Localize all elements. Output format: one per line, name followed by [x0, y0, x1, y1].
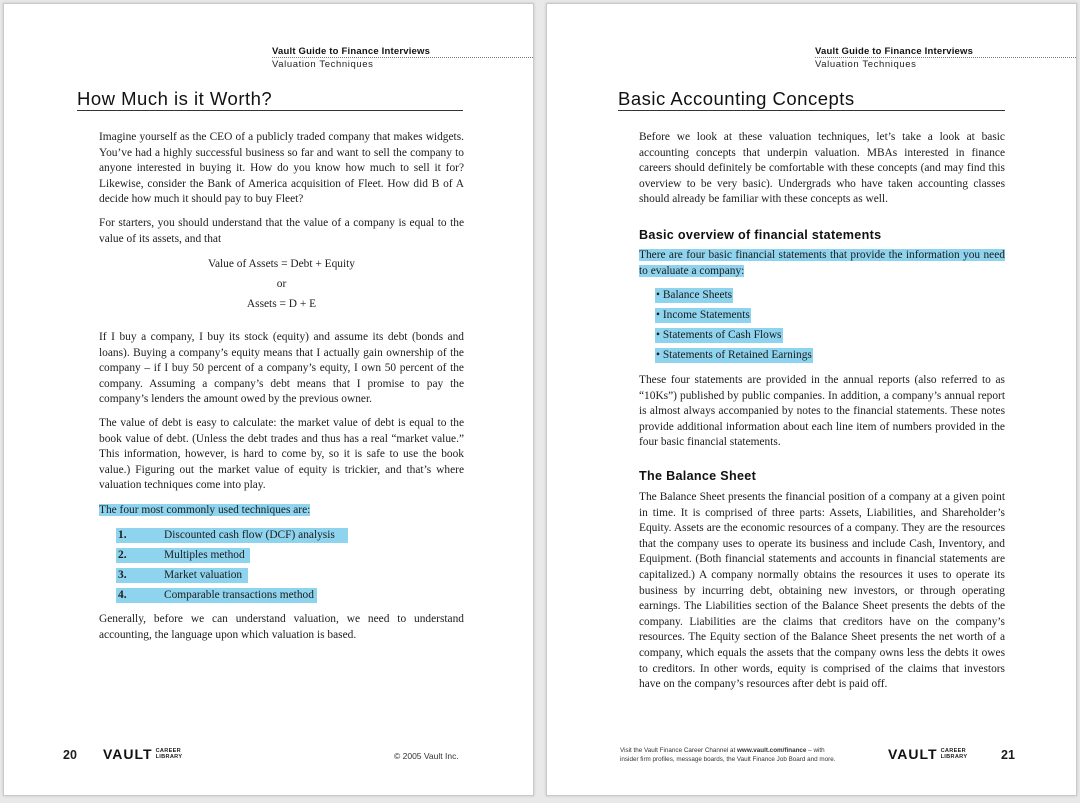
right-page: [546, 3, 1077, 796]
statements-intro-text: There are four basic financial statements that provide the information you need to evaluate a company:: [639, 249, 1005, 277]
logo-library: LIBRARY: [155, 754, 183, 760]
equation-short: Assets = D + E: [246, 298, 317, 310]
paragraph-value-of-assets: For starters, you should understand that the value of a company is equal to the value of its assets, and that: [99, 217, 464, 245]
subheading-overview: Basic overview of financial statements: [639, 228, 882, 242]
header-divider: [272, 57, 533, 58]
guide-title: Vault Guide to Finance Interviews: [815, 46, 974, 57]
logo-career-library: [156, 748, 183, 760]
technique-label: Discounted cash flow (DCF) analysis: [164, 529, 335, 541]
logo-library: LIBRARY: [940, 754, 968, 760]
logo-career-library: [941, 748, 968, 760]
equation-assets: Value of Assets = Debt + Equity: [208, 258, 355, 270]
vault-logo: [888, 746, 967, 762]
paragraph-accounting: Generally, before we can understand valuation, we need to understand accounting, the language upon which valuation is based.: [99, 613, 464, 641]
section-label: Valuation Techniques: [815, 59, 917, 70]
page-number: 21: [1001, 748, 1015, 762]
statement-item: • Balance Sheets: [656, 289, 733, 301]
section-label: Valuation Techniques: [272, 59, 374, 70]
subheading-balance-sheet: The Balance Sheet: [639, 469, 757, 483]
technique-label: Comparable transactions method: [164, 589, 314, 601]
header-divider: [815, 57, 1076, 58]
techniques-intro: [99, 503, 464, 519]
visit-text: Visit the Vault Finance Career Channel at: [620, 747, 738, 754]
logo-career: CAREER: [940, 748, 967, 754]
techniques-intro-text: The four most commonly used techniques are:: [99, 504, 311, 516]
copyright: © 2005 Vault Inc.: [394, 751, 459, 761]
guide-title: Vault Guide to Finance Interviews: [272, 46, 431, 57]
page-footer: [4, 745, 533, 765]
equation-or: or: [276, 278, 287, 290]
technique-label: Market valuation: [164, 569, 243, 581]
page-title: Basic Accounting Concepts: [618, 88, 855, 109]
visit-vault-note: [620, 746, 835, 764]
paragraph-annual-reports: These four statements are provided in the annual reports (also referred to as “10Ks”) published by public companies. In addition, a company’s annual report is almost always accompanied by notes to the financial statements. These notes provide additional information about each line item of numbers provided in the four basic financial statements.: [639, 374, 1005, 449]
logo-career: CAREER: [155, 748, 182, 754]
running-header: [547, 44, 1076, 68]
statement-item: • Statements of Retained Earnings: [656, 349, 812, 361]
technique-label: Multiples method: [164, 549, 245, 561]
visit-text: – with: [806, 747, 825, 754]
logo-wordmark: VAULT: [103, 746, 153, 762]
paragraph-value-of-debt: The value of debt is easy to calculate: the market value of debt is equal to the book value of debt. (Unless the debt trades and thus has a real “market value.” This information, however, is hard to come by, so it is safe to use the book value.) Figuring out the market value of equity is trickier, and that’s where valuation techniques come into play.: [99, 417, 464, 492]
statement-item: • Income Statements: [656, 309, 750, 321]
visit-url[interactable]: www.vault.com/finance: [737, 747, 807, 754]
paragraph-balance-sheet: The Balance Sheet presents the financial position of a company at a given point in time. It is comprised of three parts: Assets, Liabilities, and Shareholder’s Equity. Assets are the economic resources of a company. They are the resources that the company uses to operate its business and include Cash, Inventory, and Equipment. (Both financial statements and accounts in financial statements are capitalized.) A company normally obtains the resources it uses to operate its business by incurring debt, obtaining new investors, or through operating earnings. The Liabilities section of the Balance Sheet presents the debts of the company. Liabilities are the claims that creditors have on the company’s resources. The Equity section of the Balance Sheet presents the net worth of a company, which equals the assets that the company owns less the debts it owes to creditors. In other words, equity is comprised of the claims that investors have on the company’s resources after debt is paid off.: [639, 491, 1005, 691]
page-number: 20: [63, 748, 77, 762]
statements-intro: [639, 248, 1005, 279]
running-header: [4, 44, 533, 68]
vault-logo: [103, 746, 182, 762]
technique-number: 3.: [118, 569, 127, 581]
page-title: How Much is it Worth?: [77, 88, 273, 109]
technique-number: 1.: [118, 529, 127, 541]
paragraph-buy-company: If I buy a company, I buy its stock (equity) and assume its debt (bonds and loans). Buying a company’s equity means that I actually gain ownership of the company – if I buy 50 percent of a company’s equity, I own 50 percent of the company. Assuming a company’s debt means that I promise to pay the company’s lenders the amount owed by the previous owner.: [99, 331, 464, 406]
title-rule: [618, 110, 1005, 111]
page-footer: [547, 745, 1076, 765]
technique-number: 4.: [118, 589, 127, 601]
technique-number: 2.: [118, 549, 127, 561]
paragraph-intro: Imagine yourself as the CEO of a publicly traded company that makes widgets. You’ve had a highly successful business so far and want to sell the company to anyone interested in buying it. How do you know how much to sell it for? Likewise, consider the Bank of America acquisition of Fleet. How did B of A decide how much it should pay to buy Fleet?: [99, 131, 464, 206]
left-page: [3, 3, 534, 796]
title-rule: [77, 110, 463, 111]
statement-item: • Statements of Cash Flows: [656, 329, 782, 341]
logo-wordmark: VAULT: [888, 746, 938, 762]
paragraph-intro: Before we look at these valuation techniques, let’s take a look at basic accounting concepts that underpin valuation. MBAs interested in finance careers should definitely be comfortable with these concepts (and may find this overview to be very basic). Undergrads who have taken accounting classes should already be familiar with these concepts as well.: [639, 131, 1005, 206]
visit-text-line2: insider firm profiles, message boards, the Vault Finance Job Board and more.: [620, 756, 836, 763]
